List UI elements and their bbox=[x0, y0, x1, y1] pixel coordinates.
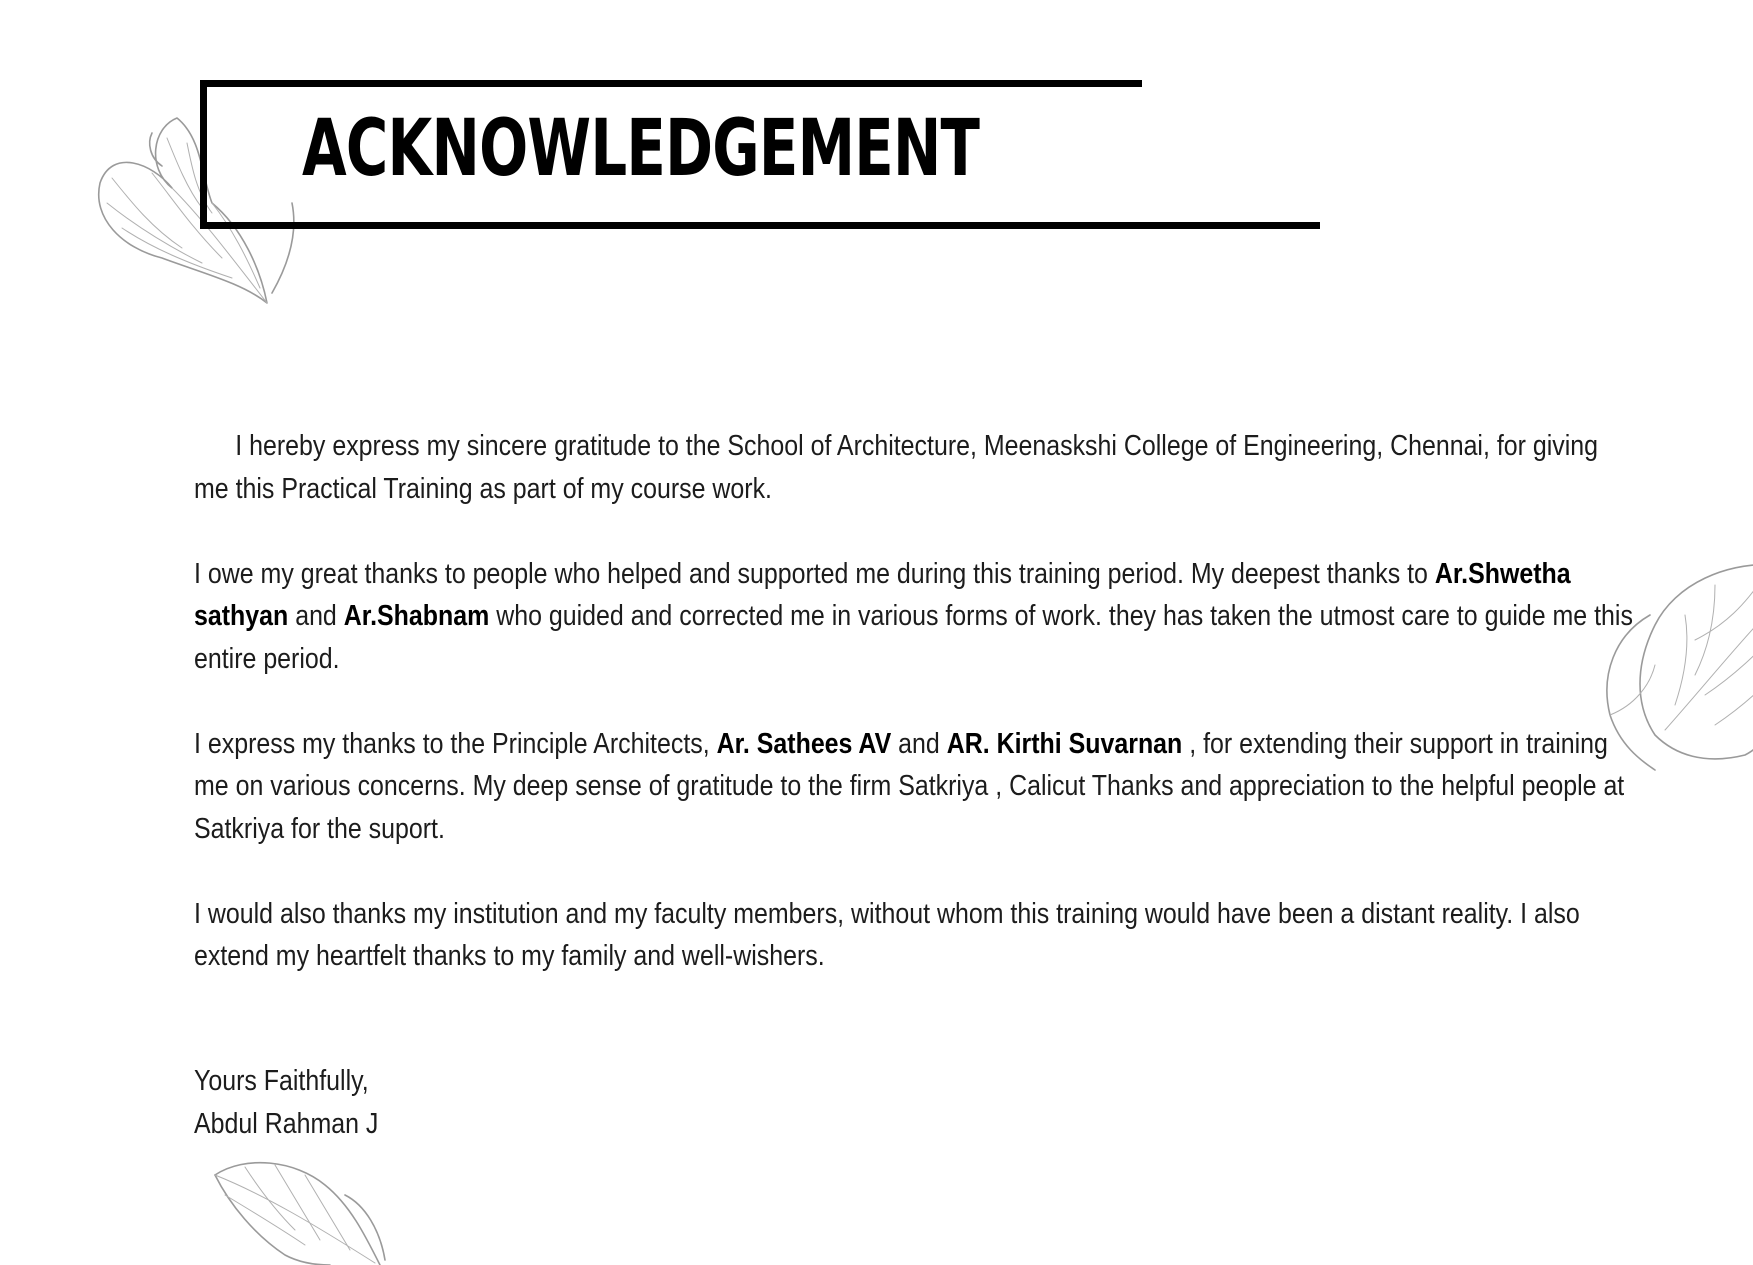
page-title: ACKNOWLEDGEMENT bbox=[302, 104, 980, 194]
paragraph-institution: I hereby express my sincere gratitude to the School of Architecture, Meenaskshi College of Engineering, Chennai, for giving me this Practical Training as part of my course work. bbox=[194, 430, 1599, 505]
closing-salutation: Yours Faithfully, bbox=[194, 1065, 369, 1097]
frame-left-line bbox=[200, 80, 207, 228]
paragraph-guides bbox=[194, 553, 1635, 681]
principal-name-2: AR. Kirthi Suvarnan bbox=[946, 727, 1183, 760]
acknowledgement-body bbox=[194, 425, 1634, 1020]
guide-name-2: Ar.Shabnam bbox=[343, 600, 490, 632]
frame-bottom-line bbox=[200, 222, 1320, 229]
principal-name-1: Ar. Sathees AV bbox=[716, 727, 892, 760]
paragraph-principals-text-1: I express my thanks to the Principle Architects, bbox=[194, 727, 717, 760]
paragraph-principals bbox=[194, 723, 1635, 851]
paragraph-principals-text-3: , for extending their support in training me on various concerns. My deep sense of gratitude to the firm Satkriya , Calicut Thanks and appreciation to the helpful people at Satkriya for the suport. bbox=[194, 727, 1625, 845]
paragraph-guides-text-2: and bbox=[288, 600, 344, 632]
paragraph-principals-text-2: and bbox=[891, 727, 947, 760]
frame-top-line bbox=[200, 80, 1142, 87]
paragraph-guides-text-3: who guided and corrected me in various forms of work. they has taken the utmost care to guide me this entire period. bbox=[194, 600, 1633, 675]
closing-block bbox=[194, 1060, 378, 1145]
paragraph-guides-text-1: I owe my great thanks to people who helped and supported me during this training period. My deepest thanks to bbox=[194, 557, 1435, 590]
guide-name-1: Ar.Shwetha sathyan bbox=[194, 557, 1571, 632]
paragraph-faculty: I would also thanks my institution and my faculty members, without whom this training would have been a distant reality. I also extend my heartfelt thanks to my family and well-wishers. bbox=[194, 897, 1580, 972]
closing-signatory: Abdul Rahman J bbox=[194, 1107, 379, 1140]
leaf-decoration-bottom-icon bbox=[205, 1155, 405, 1265]
